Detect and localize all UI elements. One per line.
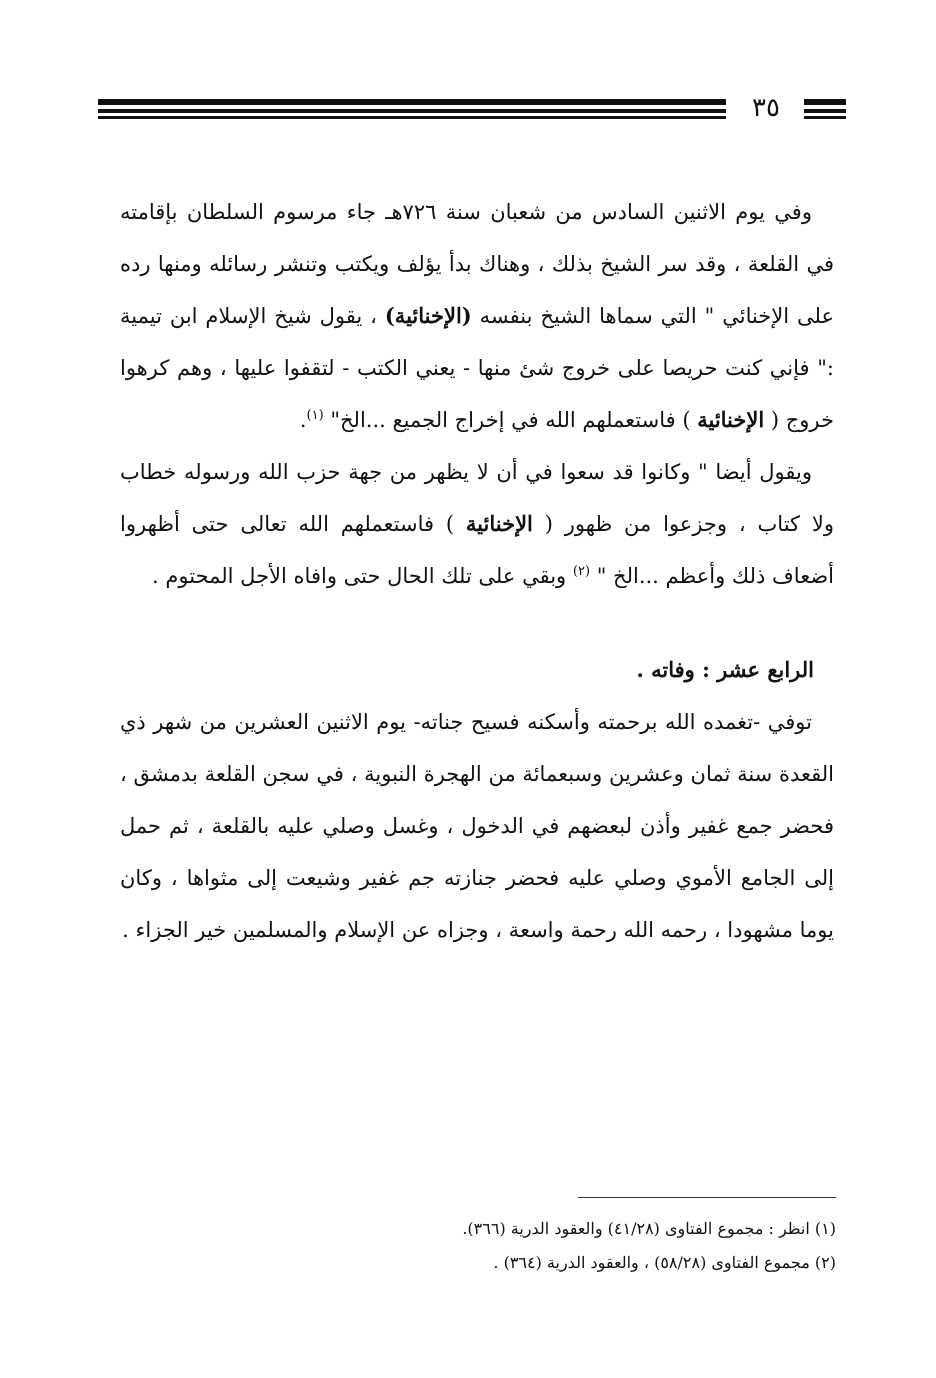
header-tail-rule-thin — [804, 116, 846, 119]
paragraph-text: ) فاستعملهم الله في إخراج الجميع ...الخ" — [323, 408, 698, 432]
bold-term: الإخنائية — [697, 407, 765, 432]
paragraph-text: ، يقول شيخ الإسلام ابن تيمية :" فإني كنت حريصا على خروج شئ منها - يعني الكتب - لتقفوا عليها ، وهم كرهوا خروج ( — [120, 304, 834, 432]
paragraph-quote — [120, 446, 834, 602]
page-header — [98, 93, 846, 124]
section-heading: الرابع عشر : وفاته . — [636, 657, 814, 682]
page-number: ٣٥ — [752, 93, 780, 123]
header-rule-medium — [98, 109, 726, 113]
paragraph-death: توفي -تغمده الله برحمته وأسكنه فسيح جناته- يوم الاثنين العشرين من شهر ذي القعدة سنة ثمان وعشرين وسبعمائة من الهجرة النبوية ، في سجن القلعة بدمشق ، فحضر جمع غفير وأذن لبعضهم في الدخول ، وغسل وصلي عليه بالقلعة ، ثم حمل إلى الجامع الأموي وصلي عليه فحضر جنازته جم غفير وشيعت إلى مثواها ، وكان يوما مشهودا ، رحمه الله رحمة واسعة ، وجزاه عن الإسلام والمسلمين خير الجزاء . — [120, 710, 834, 942]
header-tail-rule-thick — [804, 99, 846, 105]
paragraph-text: وفي يوم الاثنين السادس من شعبان سنة ٧٢٦هـ جاء مرسوم السلطان بإقامته في القلعة ، وقد سر الشيخ بذلك ، وهناك بدأ يؤلف ويكتب وتنشر رسائله ومنها رده على الإخنائي " التي سماها الشيخ بنفسه — [120, 200, 834, 328]
paragraph-text: . — [299, 408, 307, 432]
header-rule-thin — [98, 116, 726, 119]
footnotes — [120, 1212, 836, 1280]
paragraph-text: ) فاستعملهم الله تعالى حتى أظهروا أضعاف ذلك وأعظم ...الخ " — [120, 512, 834, 588]
header-rule-thick — [98, 99, 726, 105]
bold-term: الإخنائية — [465, 511, 533, 536]
bold-term: (الإخنائية) — [384, 303, 472, 328]
header-tail-rule-medium — [804, 109, 846, 113]
footnote-ref-2: (٢) — [572, 564, 591, 579]
footnote-2: (٢) مجموع الفتاوى (٥٨/٢٨) ، والعقود الدرية (٣٦٤) . — [493, 1253, 836, 1272]
main-text — [120, 186, 834, 956]
paragraph-release — [120, 186, 834, 446]
footnote-ref-1: (١) — [306, 408, 324, 423]
footnote-1: (١) انظر : مجموع الفتاوى (٤١/٢٨) والعقود الدرية (٣٦٦). — [462, 1219, 836, 1238]
paragraph-text: وبقي على تلك الحال حتى وافاه الأجل المحتوم . — [152, 564, 573, 588]
footnote-separator — [578, 1197, 836, 1198]
paragraph-text: ويقول أيضا " وكانوا قد سعوا في أن لا يظهر من جهة حزب الله ورسوله خطاب ولا كتاب ، وجزعوا من ظهور ( — [120, 460, 835, 536]
